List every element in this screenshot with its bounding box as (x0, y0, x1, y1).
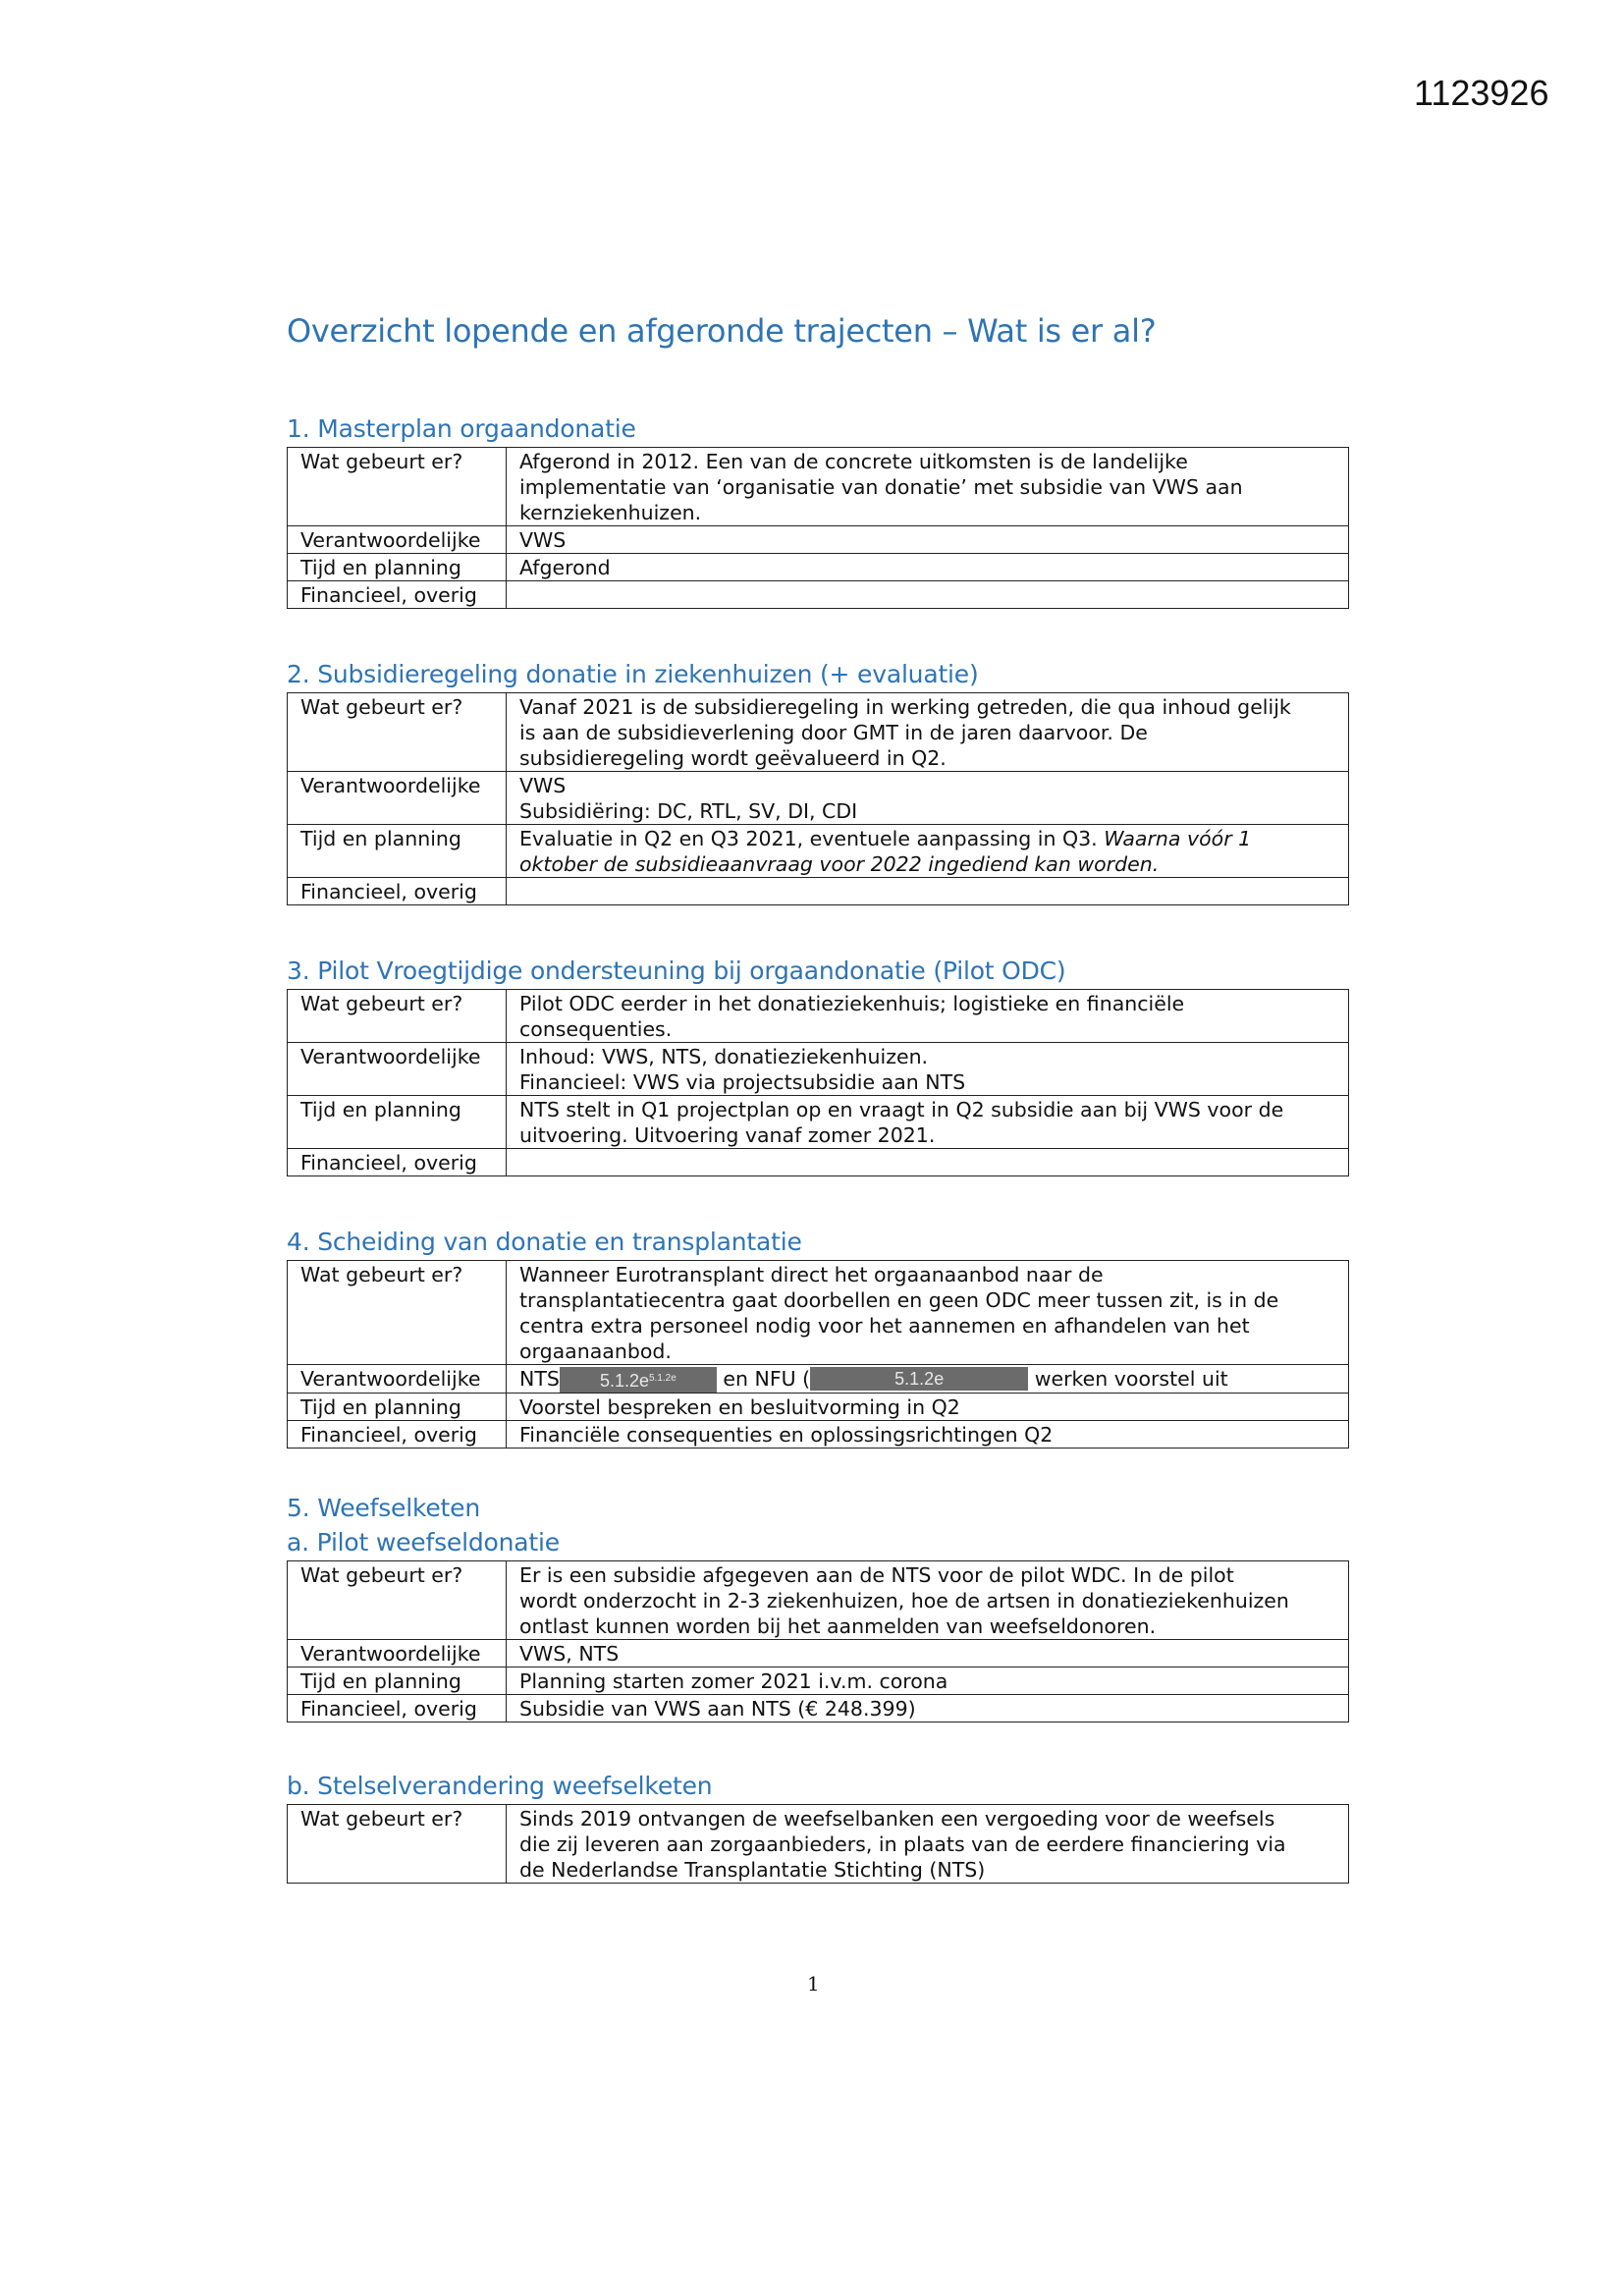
row-label-time: Tijd en planning (288, 825, 507, 878)
row-label-what: Wat gebeurt er? (288, 1805, 507, 1884)
cell-finance: Financiële consequenties en oplossingsrichtingen Q2 (507, 1421, 1349, 1449)
table-pilot-weefseldonatie (287, 1560, 1349, 1722)
row-label-what: Wat gebeurt er? (288, 448, 507, 526)
cell-what (507, 448, 1349, 526)
cell-what (507, 1561, 1349, 1640)
cell-responsible: VWS (507, 526, 1349, 554)
row-label-time: Tijd en planning (288, 1096, 507, 1149)
row-label-what: Wat gebeurt er? (288, 990, 507, 1043)
text-line: is aan de subsidieverlening door GMT in de jaren daarvoor. De (519, 721, 1148, 744)
text-line: consequenties. (519, 1017, 673, 1041)
cell-what (507, 1261, 1349, 1365)
text-line: orgaanaanbod. (519, 1339, 672, 1363)
row-label-time: Tijd en planning (288, 1667, 507, 1695)
text-line: subsidieregeling wordt geëvalueerd in Q2. (519, 746, 947, 770)
cell-time: Planning starten zomer 2021 i.v.m. corona (507, 1667, 1349, 1695)
row-label-what: Wat gebeurt er? (288, 1561, 507, 1640)
row-label-responsible: Verantwoordelijke (288, 1043, 507, 1096)
text-line: uitvoering. Uitvoering vanaf zomer 2021. (519, 1123, 936, 1147)
cell-finance (507, 878, 1349, 905)
row-label-responsible: Verantwoordelijke (288, 1640, 507, 1667)
text-line (519, 851, 1338, 877)
row-label-responsible: Verantwoordelijke (288, 526, 507, 554)
table-row (288, 526, 1349, 554)
time-italic-text: oktober de subsidieaanvraag voor 2022 ingediend kan worden. (519, 852, 1160, 876)
sub-heading-stelselverandering: b. Stelselverandering weefselketen (287, 1772, 713, 1800)
text-line: Pilot ODC eerder in het donatieziekenhuis; logistieke en financiële (519, 992, 1185, 1015)
text-line: transplantatiecentra gaat doorbellen en geen ODC meer tussen zit, is in de (519, 1288, 1279, 1312)
row-label-finance: Financieel, overig (288, 878, 507, 905)
document-body (287, 312, 1349, 1884)
text-line: implementatie van ‘organisatie van donatie’ met subsidie van VWS aan (519, 475, 1243, 499)
row-label-finance: Financieel, overig (288, 581, 507, 609)
text-line: wordt onderzocht in 2-3 ziekenhuizen, hoe de artsen in donatieziekenhuizen (519, 1589, 1289, 1613)
text-line: Inhoud: VWS, NTS, donatieziekenhuizen. (519, 1045, 929, 1068)
text-line: de Nederlandse Transplantatie Stichting (NTS) (519, 1858, 986, 1882)
row-label-finance: Financieel, overig (288, 1149, 507, 1176)
table-row (288, 1261, 1349, 1365)
cell-time (507, 1096, 1349, 1149)
row-label-responsible: Verantwoordelijke (288, 772, 507, 825)
table-row (288, 448, 1349, 526)
text-line (519, 826, 1338, 851)
section-heading-masterplan: 1. Masterplan orgaandonatie (287, 414, 636, 443)
table-row (288, 1561, 1349, 1640)
redaction-block (810, 1367, 1028, 1391)
text-line: ontlast kunnen worden bij het aanmelden van weefseldonoren. (519, 1614, 1157, 1638)
row-label-time: Tijd en planning (288, 1394, 507, 1421)
table-masterplan (287, 447, 1349, 609)
row-label-time: Tijd en planning (288, 554, 507, 581)
row-label-what: Wat gebeurt er? (288, 1261, 507, 1365)
row-label-finance: Financieel, overig (288, 1421, 507, 1449)
table-row (288, 1695, 1349, 1722)
table-stelselverandering (287, 1804, 1349, 1884)
cell-time: Afgerond (507, 554, 1349, 581)
table-row (288, 1640, 1349, 1667)
table-row (288, 1805, 1349, 1884)
time-italic-text: Waarna vóór 1 (1104, 827, 1252, 850)
table-pilot-odc (287, 989, 1349, 1176)
cell-responsible (507, 1365, 1349, 1394)
table-row (288, 1043, 1349, 1096)
row-label-what: Wat gebeurt er? (288, 693, 507, 772)
text-line: Vanaf 2021 is de subsidieregeling in werking getreden, die qua inhoud gelijk (519, 695, 1291, 719)
text-line: Subsidiëring: DC, RTL, SV, DI, CDI (519, 799, 858, 823)
cell-time: Voorstel bespreken en besluitvorming in Q2 (507, 1394, 1349, 1421)
row-label-responsible: Verantwoordelijke (288, 1365, 507, 1394)
table-scheiding (287, 1260, 1349, 1449)
document-id: 1123926 (1414, 73, 1549, 113)
redaction-code-small: 5.1.2e (648, 1373, 677, 1384)
table-row (288, 693, 1349, 772)
cell-responsible (507, 1043, 1349, 1096)
text-line: centra extra personeel nodig voor het aannemen en afhandelen van het (519, 1314, 1250, 1338)
cell-finance (507, 581, 1349, 609)
responsible-text: werken voorstel uit (1034, 1367, 1228, 1391)
cell-finance (507, 1149, 1349, 1176)
text-line: Sinds 2019 ontvangen de weefselbanken een vergoeding voor de weefsels (519, 1807, 1275, 1831)
redaction-code: 5.1.2e (599, 1371, 649, 1391)
table-row (288, 825, 1349, 878)
text-line: VWS (519, 774, 567, 797)
text-line: kernziekenhuizen. (519, 501, 702, 524)
section-heading-pilot-odc: 3. Pilot Vroegtijdige ondersteuning bij orgaandonatie (Pilot ODC) (287, 957, 1066, 985)
redaction-block (560, 1367, 717, 1393)
table-subsidieregeling (287, 692, 1349, 905)
table-row (288, 990, 1349, 1043)
text-line: Er is een subsidie afgegeven aan de NTS voor de pilot WDC. In de pilot (519, 1563, 1234, 1587)
section-heading-subsidieregeling: 2. Subsidieregeling donatie in ziekenhuizen (+ evaluatie) (287, 660, 979, 688)
cell-what (507, 1805, 1349, 1884)
text-line: Afgerond in 2012. Een van de concrete uitkomsten is de landelijke (519, 450, 1188, 473)
table-row (288, 1096, 1349, 1149)
page-title: Overzicht lopende en afgeronde trajecten – Wat is er al? (287, 312, 1157, 350)
page-number: 1 (807, 1972, 820, 1995)
table-row (288, 1149, 1349, 1176)
text-line: Financieel: VWS via projectsubsidie aan NTS (519, 1070, 966, 1094)
text-line: die zij leveren aan zorgaanbieders, in plaats van de eerdere financiering via (519, 1832, 1286, 1856)
section-heading-weefselketen: 5. Weefselketen (287, 1494, 480, 1522)
table-row (288, 581, 1349, 609)
responsible-text: NTS (519, 1367, 560, 1391)
time-plain-text: Evaluatie in Q2 en Q3 2021, eventuele aanpassing in Q3. (519, 827, 1098, 850)
text-line: NTS stelt in Q1 projectplan op en vraagt in Q2 subsidie aan bij VWS voor de (519, 1098, 1284, 1121)
table-row (288, 1421, 1349, 1449)
cell-time (507, 825, 1349, 878)
table-row (288, 878, 1349, 905)
cell-finance: Subsidie van VWS aan NTS (€ 248.399) (507, 1695, 1349, 1722)
table-row (288, 1667, 1349, 1695)
cell-what (507, 693, 1349, 772)
responsible-text: en NFU ( (723, 1367, 811, 1391)
section-heading-scheiding: 4. Scheiding van donatie en transplantatie (287, 1228, 802, 1256)
table-row (288, 772, 1349, 825)
row-label-finance: Financieel, overig (288, 1695, 507, 1722)
table-row (288, 554, 1349, 581)
table-row (288, 1365, 1349, 1394)
cell-responsible: VWS, NTS (507, 1640, 1349, 1667)
cell-what (507, 990, 1349, 1043)
text-line: Wanneer Eurotransplant direct het orgaanaanbod naar de (519, 1263, 1104, 1286)
sub-heading-pilot-weefseldonatie: a. Pilot weefseldonatie (287, 1528, 560, 1557)
cell-responsible (507, 772, 1349, 825)
table-row (288, 1394, 1349, 1421)
redaction-code: 5.1.2e (894, 1369, 945, 1389)
